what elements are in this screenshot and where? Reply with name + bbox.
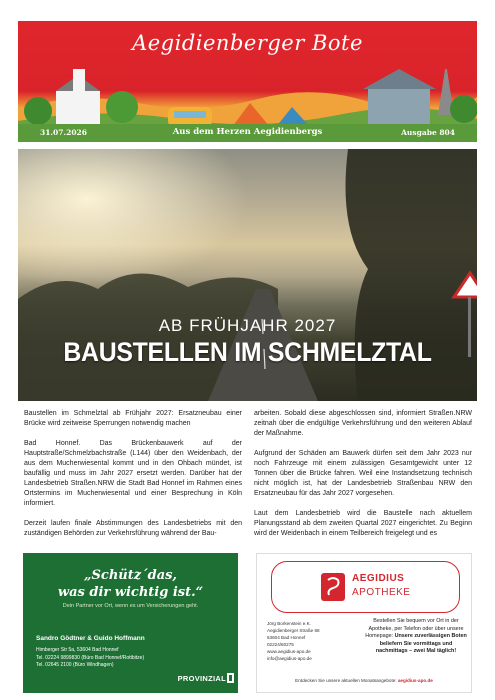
- article-paragraph: Laut dem Landesbetrieb wird die Baustelle nach aktuellem Planungsstand ab dem zweiten Quartal 2027 eingerichtet. Zu Beginn wird der Weidenbach in einem Teilbereich freigelegt und es: [254, 510, 472, 537]
- apotheke-logo: [271, 561, 460, 613]
- provinzial-ad[interactable]: [23, 553, 238, 693]
- apotheke-name: AEGIDIUS: [352, 573, 405, 584]
- provinzial-mark-icon: [227, 673, 234, 683]
- contact-line: Jörg Borkenstein e.K.: [267, 621, 311, 626]
- masthead-info-strip: [18, 124, 477, 142]
- contact-line: Aegidienberger Straße 68: [267, 628, 320, 633]
- apotheke-sub: APOTHEKE: [352, 587, 411, 598]
- agent-address: Himberger Str 5a, 53604 Bad Honnef: [36, 647, 119, 653]
- hero-kicker: AB FRÜHJAHR 2027: [158, 316, 337, 335]
- footnote-text: Entdecken Sie unsere aktuellen Monatsangebote:: [295, 678, 397, 683]
- footnote-link[interactable]: aegidius-apo.de: [397, 678, 433, 683]
- apotheke-footnote: [257, 678, 471, 683]
- issue-number: Ausgabe 804: [401, 128, 455, 137]
- contact-email[interactable]: info@aegidius-apo.de: [267, 656, 312, 661]
- hero-headline: BAUSTELLEN IM SCHMELZTAL: [63, 337, 432, 367]
- ad-tagline: Dein Partner vor Ort, wenn es um Versicherungen geht.: [62, 603, 199, 609]
- masthead-slogan: Aus dem Herzen Aegidienbergs: [172, 127, 323, 137]
- article-paragraph: arbeiten. Sobald diese abgeschlossen sind, informiert Straßen.NRW zeitnah über die endgültige Verkehrsführung und den weiteren Ablauf der Maßnahme.: [254, 410, 472, 437]
- agent-contact: [36, 647, 144, 670]
- contact-website[interactable]: www.aegidius-apo.de: [267, 649, 311, 654]
- provinzial-logo: PROVINZIAL: [177, 674, 226, 683]
- article-column-right: [254, 409, 472, 549]
- offer-highlight: Unsere zuverlässigen Boten beliefern Sie vormittags und nachmittags – zwei Mal täglich!: [375, 633, 467, 655]
- apotheke-contact: [267, 620, 320, 662]
- barn-icon: [363, 69, 436, 131]
- ad-slogan-line: was dir wichtig ist.“: [57, 585, 204, 600]
- ad-slogan-line: „Schütz´das,: [84, 568, 177, 583]
- article-paragraph: Aufgrund der Schäden am Bauwerk dürfen seit dem Jahr 2023 nur noch Fahrzeuge mit einem zulässigen Gesamtgewicht unter 12 Tonnen über die Brücke fahren. Weil eine Instandsetzung technisch nicht möglich ist, hat der Landesbetrieb Straßenbau NRW den Ersatzneubau für das Jahr 2027 vorgesehen.: [254, 450, 472, 497]
- article-column-left: [24, 409, 242, 549]
- agent-phone: Tel. 02224 9899830 (Büro Bad Honnef/Rottbitze): [36, 654, 145, 661]
- apotheke-ad[interactable]: [256, 553, 472, 693]
- contact-phone: 02224/80275: [267, 642, 294, 647]
- agent-names: Sandro Gödtner & Guido Hoffmann: [36, 635, 145, 642]
- article-paragraph: Bad Honnef. Das Brückenbauwerk auf der Hauptstraße/Schmelzbachstraße (L144) über den Weidenbach, der aus dem Mucherwiesental kommt und in den Ohbach mündet, ist baufällig und muss im Jahr 2027 ersetzt werden. Darüber hat der Landesbetrieb Straßen.NRW die Stadt Bad Honnef im Rahmen eines Ortstermins im Mucherwiesental und einer Besprechung in Köln informiert.: [24, 440, 242, 507]
- issue-date: 31.07.2026: [40, 128, 87, 137]
- article-paragraph: Baustellen im Schmelztal ab Frühjahr 2027: Ersatzneubau einer Brücke wird zeitweise Sperrungen notwendig machen: [24, 410, 242, 427]
- agent-phone: Tel. 02645 2100 (Büro Windhagen): [36, 662, 114, 668]
- newspaper-title: Aegidienberger Bote: [132, 31, 363, 55]
- contact-line: 53604 Bad Honnef: [267, 635, 306, 640]
- pharmacy-symbol-icon: [320, 572, 346, 602]
- church-icon: [56, 69, 100, 125]
- ad-slogan: [23, 567, 238, 601]
- article-paragraph: Derzeit laufen finale Abstimmungen des Landesbetriebs mit den zuständigen Behörden zur Verkehrsführung während der Bau-: [24, 520, 242, 537]
- hero-image: [18, 149, 477, 401]
- offer-text: Bestellen Sie bequem vor Ort in der Apotheke, per Telefon oder über unsere Homepage:: [365, 618, 464, 640]
- apotheke-offer: [364, 618, 468, 656]
